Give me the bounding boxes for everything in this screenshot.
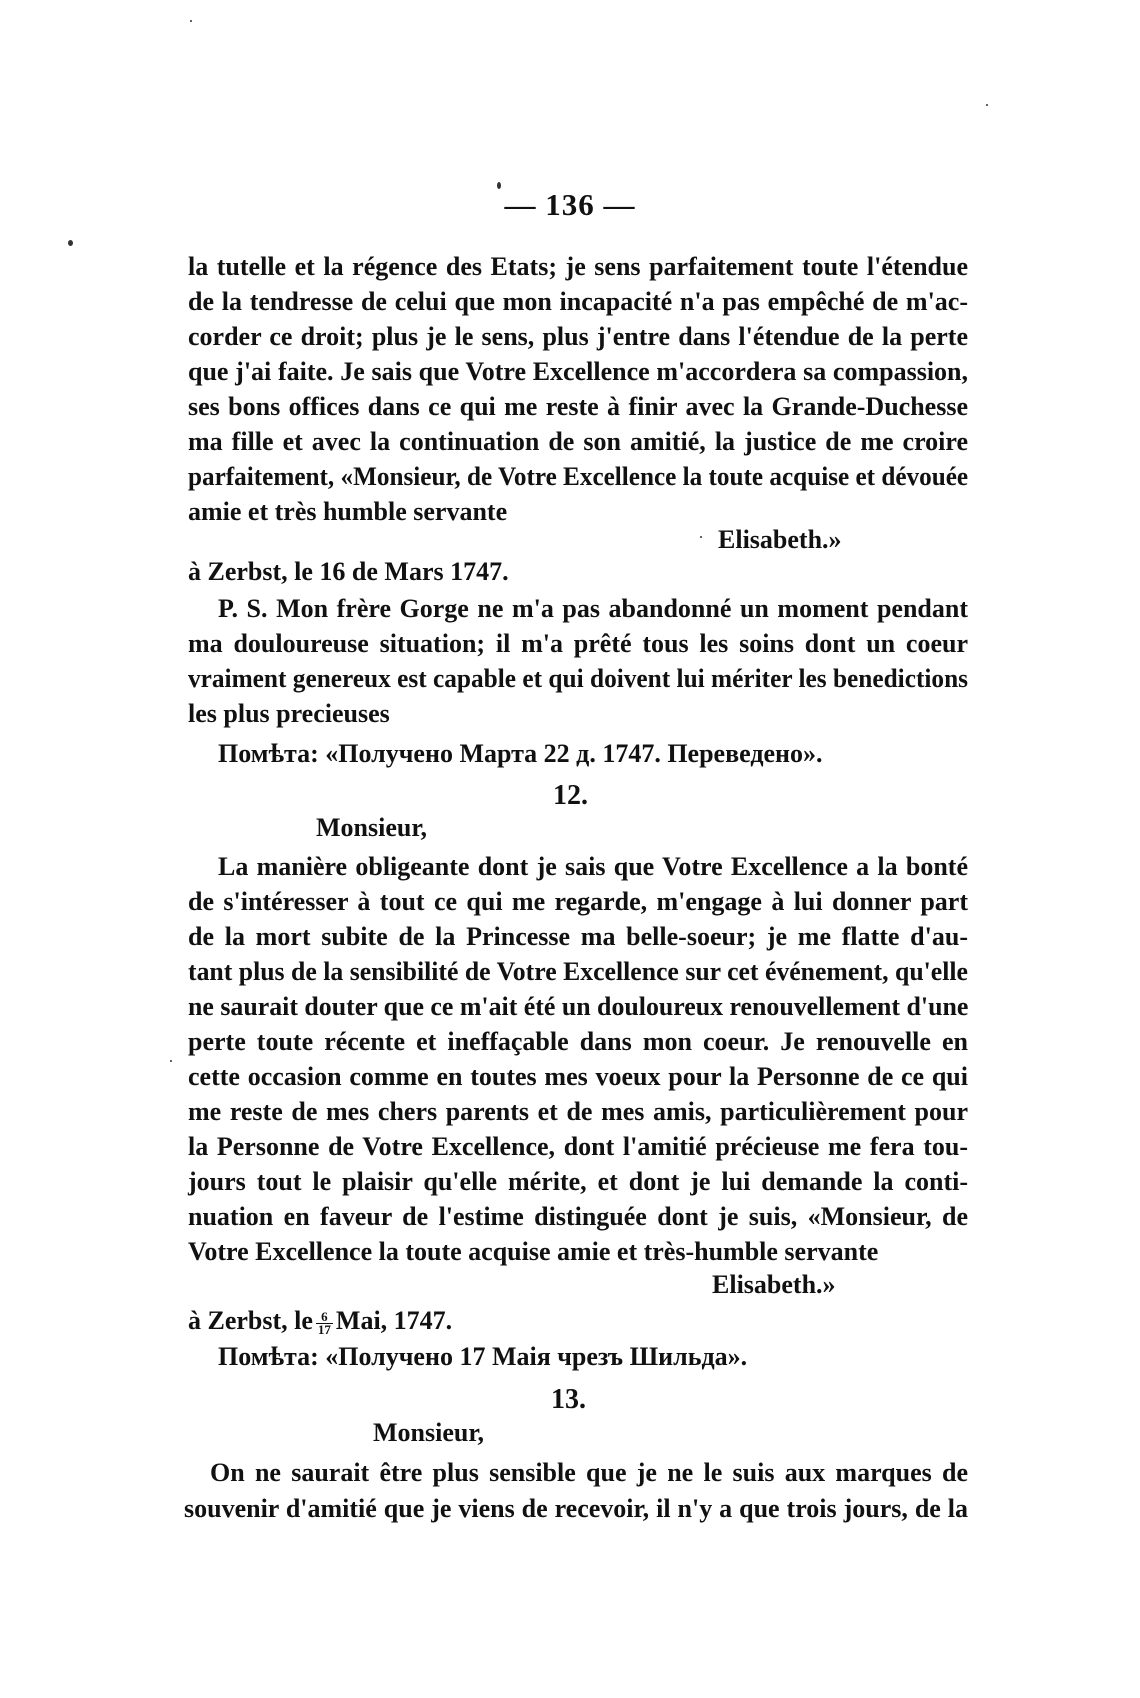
postscript-line: P. S. Mon frère Gorge ne m'a pas abandonné un moment pendant xyxy=(218,594,968,623)
body-line: amie et très humble servante xyxy=(188,497,508,526)
date-denominator: 17 xyxy=(317,1321,331,1337)
body-line: parfaitement, «Monsieur, de Votre Excellence la toute acquise et dévouée xyxy=(188,462,969,491)
body-line: de s'intéresser à tout ce qui me regarde, m'engage à lui donner part xyxy=(188,887,968,916)
body-line: de la mort subite de la Princesse ma belle-soeur; je me flatte d'au- xyxy=(188,922,968,951)
body-line: Votre Excellence la toute acquise amie et très-humble servante xyxy=(188,1237,879,1266)
place-date xyxy=(188,1304,452,1338)
place-suffix: Mai, 1747. xyxy=(335,1306,453,1335)
signature: Elisabeth.» xyxy=(718,525,842,554)
postscript-line: les plus precieuses xyxy=(188,699,390,728)
letter-number: 13. xyxy=(551,1384,586,1415)
body-line: ma fille et avec la continuation de son amitié, la justice de me croire xyxy=(188,427,968,456)
speck-mark xyxy=(986,104,988,106)
body-line: cette occasion comme en toutes mes voeux pour la Personne de ce qui xyxy=(188,1062,968,1091)
body-line: jours tout le plaisir qu'elle mérite, et dont je lui demande la conti- xyxy=(188,1167,968,1196)
body-line: de la tendresse de celui que mon incapacité n'a pas empêché de m'ac- xyxy=(188,287,968,316)
place-date: à Zerbst, le 16 de Mars 1747. xyxy=(188,557,509,586)
body-line: ses bons offices dans ce qui me reste à finir avec la Grande-Duchesse xyxy=(188,392,968,421)
body-line: nuation en faveur de l'estime distinguée dont je suis, «Monsieur, de xyxy=(188,1202,968,1231)
archive-note: Помѣта: «Получено Марта 22 д. 1747. Переведено». xyxy=(218,739,823,768)
place-prefix: à Zerbst, le xyxy=(188,1306,313,1335)
body-line: perte toute récente et ineffaçable dans mon coeur. Je renouvelle en xyxy=(188,1027,968,1056)
letter-number: 12. xyxy=(553,780,588,811)
speck-mark xyxy=(68,240,73,246)
date-fraction xyxy=(316,1308,333,1337)
body-line: tant plus de la sensibilité de Votre Excellence sur cet événement, qu'elle xyxy=(188,957,968,986)
postscript-line: ma douloureuse situation; il m'a prêté tous les soins dont un coeur xyxy=(188,629,968,658)
date-numerator: 6 xyxy=(316,1311,333,1324)
body-line: La manière obligeante dont je sais que Votre Excellence a la bonté xyxy=(218,852,968,881)
speck-mark xyxy=(700,536,702,538)
body-line: ne saurait douter que ce m'ait été un douloureux renouvellement d'une xyxy=(188,992,969,1021)
speck-mark xyxy=(170,1060,172,1062)
body-line: On ne saurait être plus sensible que je ne le suis aux marques de xyxy=(210,1458,968,1487)
body-line: la tutelle et la régence des Etats; je sens parfaitement toute l'étendue xyxy=(188,252,968,281)
speck-mark xyxy=(190,20,192,22)
body-line: corder ce droit; plus je le sens, plus j'entre dans l'étendue de la perte xyxy=(188,322,968,351)
body-line: me reste de mes chers parents et de mes amis, particulièrement pour xyxy=(188,1097,968,1126)
signature: Elisabeth.» xyxy=(712,1270,836,1299)
salutation: Monsieur, xyxy=(316,813,427,842)
body-line: la Personne de Votre Excellence, dont l'amitié précieuse me fera tou- xyxy=(188,1132,968,1161)
page-number: — 136 — xyxy=(504,187,636,222)
postscript-line: vraiment genereux est capable et qui doivent lui mériter les benedictions xyxy=(188,664,969,693)
body-line: souvenir d'amitié que je viens de recevoir, il n'y a que trois jours, de la xyxy=(184,1494,968,1523)
salutation: Monsieur, xyxy=(373,1418,484,1447)
archive-note: Помѣта: «Получено 17 Маія чрезъ Шильда». xyxy=(218,1342,748,1371)
body-line: que j'ai faite. Je sais que Votre Excellence m'accordera sa compassion, xyxy=(188,357,968,386)
